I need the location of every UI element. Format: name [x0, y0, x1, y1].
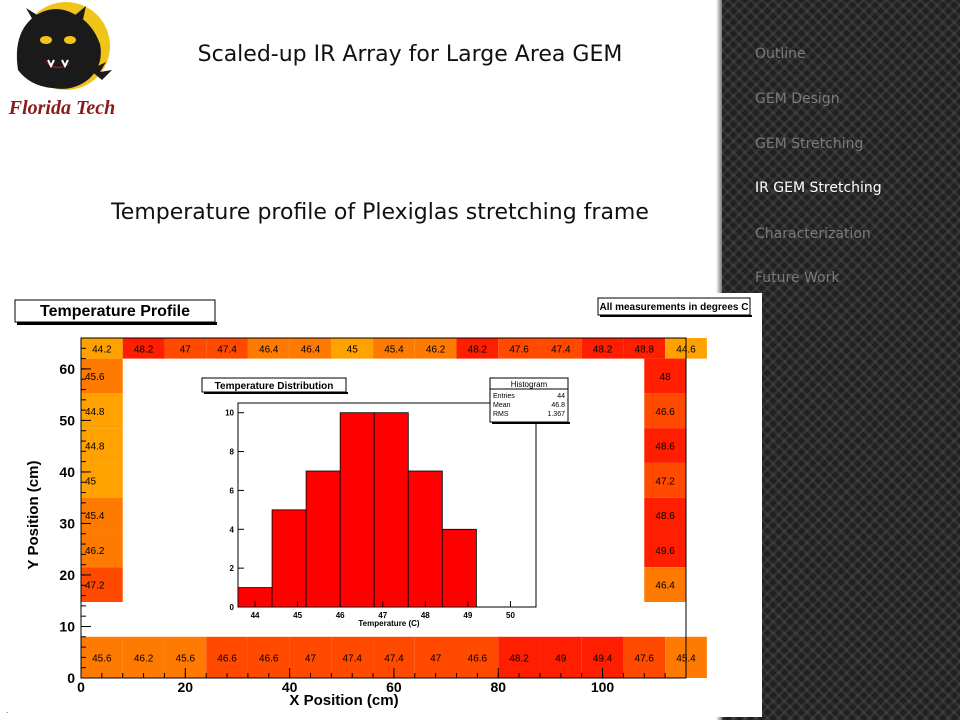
x-tick-label: 20 [177, 679, 194, 695]
histogram-bar [272, 510, 306, 607]
stats-value: 44 [557, 393, 565, 400]
slide-marker: . [6, 706, 9, 715]
heatmap-cell-left-label: 46.2 [85, 545, 105, 557]
heatmap-cell-left-label: 45.4 [85, 511, 105, 523]
heatmap-cell-top-label: 44.6 [676, 344, 696, 356]
heatmap-cell-top-label: 47.4 [551, 344, 571, 356]
heatmap-cell-bottom-label: 45.4 [676, 653, 696, 665]
heatmap-cell-left-label: 47.2 [85, 580, 105, 592]
chart-title-shadow [17, 322, 217, 325]
heatmap-cell-right-label: 46.6 [655, 406, 675, 418]
nav-item-ir-gem-stretching[interactable]: IR GEM Stretching [755, 180, 882, 196]
hist-y-tick-label: 4 [229, 525, 234, 535]
hist-y-tick-label: 0 [229, 603, 234, 612]
chart-note: All measurements in degrees C [599, 302, 749, 313]
heatmap-cell-bottom-label: 46.6 [259, 653, 279, 665]
heatmap-cell-top-label: 48.2 [467, 344, 488, 356]
florida-tech-logo [4, 0, 124, 125]
temperature-profile-chart [6, 293, 762, 717]
heatmap-cell-right-label: 48.6 [655, 511, 675, 523]
heatmap-cell-bottom-label: 48.2 [509, 653, 529, 665]
heatmap-cell-top-label: 45.4 [384, 344, 404, 356]
chart-title: Temperature Profile [40, 303, 190, 320]
x-tick-label: 80 [490, 679, 507, 695]
heatmap-cell-top-label: 48.2 [133, 344, 154, 356]
heatmap-cell-top-label: 47 [179, 344, 191, 356]
x-tick-label: 60 [386, 679, 402, 695]
heatmap-cell-bottom-label: 47 [304, 653, 317, 665]
heatmap-cell-top-label: 47.4 [217, 344, 237, 356]
heatmap-cell-bottom-label: 46.6 [467, 653, 488, 665]
temperature-profile-svg [6, 293, 762, 717]
x-axis-label: X Position (cm) [289, 692, 399, 709]
y-tick-label: 60 [59, 360, 75, 377]
y-tick-label: 30 [59, 515, 75, 532]
hist-title: Temperature Distribution [214, 381, 334, 392]
x-tick-label: 100 [590, 679, 615, 695]
y-axis-label: Y Position (cm) [25, 460, 42, 570]
histogram-bar [374, 413, 408, 607]
heatmap-cell-right-label: 47.2 [655, 476, 675, 488]
hist-x-tick-label: 48 [420, 611, 430, 620]
slide-subtitle: Temperature profile of Plexiglas stretching frame [111, 200, 649, 225]
histogram-bar [408, 471, 442, 607]
histogram-inset [202, 378, 570, 631]
hist-x-axis-label: Temperature (C) [358, 619, 420, 628]
panther-logo-icon [4, 0, 124, 125]
heatmap-cell-left-label: 44.8 [85, 441, 105, 453]
slide-title: Scaled-up IR Array for Large Area GEM [197, 42, 623, 67]
heatmap-cell-top-label: 46.4 [259, 344, 279, 356]
heatmap-cell-bottom-label: 46.6 [217, 653, 237, 665]
heatmap-cell-bottom-label: 46.2 [133, 653, 154, 665]
stats-value: 1.367 [547, 411, 565, 418]
stats-box-shadow [492, 422, 570, 424]
heatmap-cell-top-label: 45 [346, 344, 358, 356]
heatmap-cell-bottom-label: 45.6 [175, 653, 196, 665]
heatmap-cell-right-label: 48 [659, 371, 671, 383]
nav-item-outline[interactable]: Outline [755, 46, 806, 62]
heatmap-cell-top-label: 48.8 [634, 344, 655, 356]
stats-value: 46.8 [551, 402, 565, 409]
heatmap-cell-bottom-label: 47.4 [342, 653, 362, 665]
y-tick-label: 10 [59, 618, 75, 635]
x-tick-label: 40 [281, 679, 298, 695]
stats-label: Entries [493, 393, 515, 400]
hist-x-tick-label: 44 [250, 611, 260, 620]
heatmap-cell-left-label: 45 [85, 476, 97, 488]
hist-y-tick-label: 8 [229, 447, 234, 457]
y-tick-label: 40 [59, 463, 75, 480]
nav-item-characterization[interactable]: Characterization [755, 226, 871, 242]
nav-item-gem-design[interactable]: GEM Design [755, 91, 840, 107]
logo-text: Florida Tech [8, 97, 116, 119]
heatmap-cell-top-label: 47.6 [509, 344, 529, 356]
y-tick-label: 0 [67, 670, 75, 686]
heatmap-cell-right-label: 46.4 [655, 580, 675, 592]
heatmap-cell-bottom-label: 49.4 [592, 653, 613, 665]
chart-note-shadow [600, 315, 752, 317]
heatmap-cell-top-label: 46.4 [300, 344, 321, 356]
hist-y-tick-label: 6 [229, 486, 234, 496]
hist-x-tick-label: 47 [378, 611, 388, 620]
histogram-bar [340, 413, 374, 607]
heatmap-cell-bottom-label: 47.4 [384, 653, 404, 665]
heatmap-cell-top-label: 48.2 [592, 344, 613, 356]
hist-x-tick-label: 45 [293, 611, 303, 620]
hist-x-tick-label: 50 [506, 611, 515, 620]
stats-title: Histogram [510, 380, 548, 389]
heatmap-cell-bottom-label: 47.6 [634, 653, 655, 665]
heatmap-cell-right-label: 48.6 [655, 441, 675, 453]
heatmap-cell-left-label: 44.8 [85, 406, 105, 418]
y-tick-label: 50 [59, 412, 75, 429]
histogram-bar [442, 529, 476, 607]
hist-y-tick-label: 10 [225, 408, 234, 418]
heatmap-cell-bottom-label: 47 [430, 653, 442, 665]
y-tick-label: 20 [59, 566, 75, 583]
heatmap-cell-bottom-label: 45.6 [92, 653, 112, 665]
hist-title-shadow [204, 392, 348, 394]
nav-item-future-work[interactable]: Future Work [755, 270, 840, 286]
histogram-bar [306, 471, 340, 607]
stats-label: RMS [493, 411, 509, 418]
heatmap-cell-bottom-label: 49 [555, 653, 567, 665]
heatmap-cell-right-label: 49.6 [655, 545, 675, 557]
heatmap-cell-left-label: 45.6 [85, 371, 105, 383]
x-tick-label: 0 [77, 679, 85, 695]
hist-x-tick-label: 49 [463, 611, 473, 620]
heatmap-cell-top-label: 44.2 [92, 344, 112, 356]
heatmap-cell-top-label: 46.2 [425, 344, 446, 356]
hist-x-tick-label: 46 [335, 611, 345, 620]
nav-item-gem-stretching[interactable]: GEM Stretching [755, 136, 864, 152]
hist-y-tick-label: 2 [229, 564, 234, 574]
stats-label: Mean [493, 402, 511, 409]
